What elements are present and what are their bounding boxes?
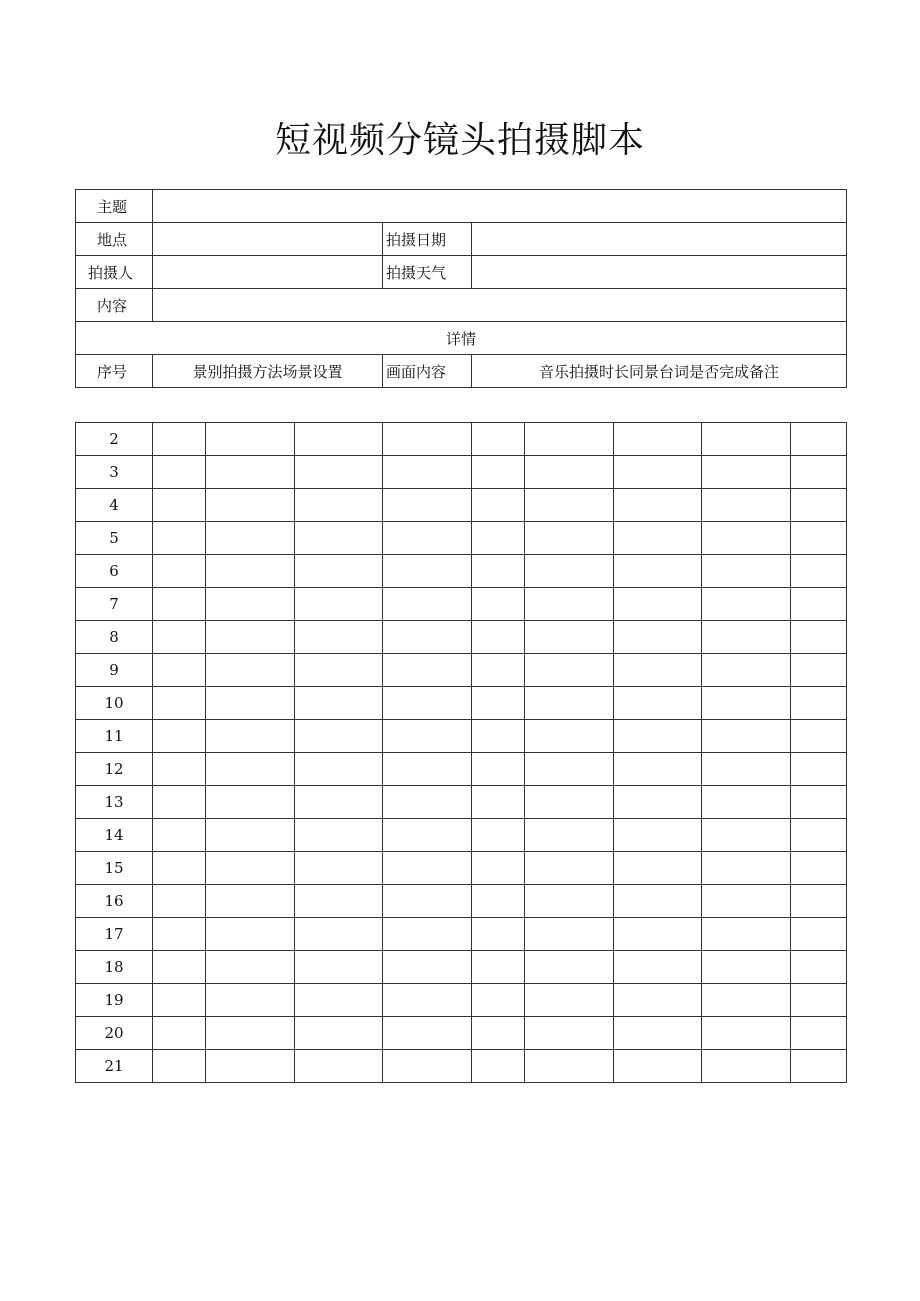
shot-cell[interactable] [614,555,702,588]
content-row [76,289,847,322]
shot-row [76,885,847,918]
info-table [75,189,847,388]
shot-cell[interactable] [791,456,847,489]
shot-cell[interactable] [472,522,525,555]
shot-cell[interactable] [206,621,295,654]
shot-cell[interactable] [614,621,702,654]
shot-row [76,951,847,984]
shot-cell[interactable] [614,984,702,1017]
shot-cell[interactable] [614,852,702,885]
shot-cell[interactable] [206,456,295,489]
shot-cell[interactable] [702,1050,791,1083]
shot-cell[interactable] [525,786,614,819]
shot-cell[interactable] [702,456,791,489]
shot-cell[interactable] [791,522,847,555]
shot-cell[interactable] [791,786,847,819]
shot-cell[interactable] [206,852,295,885]
shot-cell[interactable] [791,819,847,852]
shot-cell[interactable] [295,1017,383,1050]
shot-row [76,918,847,951]
shot-grid-body [76,423,847,1083]
location-row [76,223,847,256]
shot-cell[interactable] [206,489,295,522]
shot-cell[interactable] [153,687,206,720]
document-title: 短视频分镜头拍摄脚本 [274,120,645,161]
shot-row-number: 6 [76,555,153,588]
shot-cell[interactable] [472,456,525,489]
shot-cell[interactable] [472,423,525,456]
shot-cell[interactable] [525,588,614,621]
shot-row-number: 13 [76,786,153,819]
shot-cell[interactable] [791,489,847,522]
shot-cell[interactable] [295,423,383,456]
shot-cell[interactable] [383,621,472,654]
shot-cell[interactable] [206,1050,295,1083]
shot-cell[interactable] [791,555,847,588]
shot-cell[interactable] [206,588,295,621]
shot-cell[interactable] [525,621,614,654]
shot-cell[interactable] [153,522,206,555]
shot-cell[interactable] [383,720,472,753]
shot-cell[interactable] [791,1050,847,1083]
shot-cell[interactable] [383,588,472,621]
theme-field[interactable] [153,190,847,223]
shot-cell[interactable] [383,1050,472,1083]
shot-cell[interactable] [383,1017,472,1050]
shot-cell[interactable] [206,951,295,984]
shot-cell[interactable] [791,720,847,753]
shot-row [76,1017,847,1050]
shot-cell[interactable] [206,1017,295,1050]
shot-row-number: 14 [76,819,153,852]
shot-cell[interactable] [153,918,206,951]
shot-cell[interactable] [206,555,295,588]
shot-cell[interactable] [295,456,383,489]
shot-cell[interactable] [472,1017,525,1050]
shot-row [76,654,847,687]
shot-cell[interactable] [702,852,791,885]
shot-cell[interactable] [702,423,791,456]
shot-cell[interactable] [472,819,525,852]
shot-cell[interactable] [525,522,614,555]
shot-cell[interactable] [791,423,847,456]
shot-cell[interactable] [525,654,614,687]
shot-cell[interactable] [383,852,472,885]
content-field[interactable] [153,289,847,322]
photographer-label: 拍摄人 [76,256,153,289]
shot-cell[interactable] [206,984,295,1017]
shot-cell[interactable] [383,951,472,984]
shot-cell[interactable] [206,654,295,687]
shot-row [76,984,847,1017]
theme-label: 主题 [76,190,153,223]
shot-cell[interactable] [153,984,206,1017]
shot-cell[interactable] [206,687,295,720]
shot-cell[interactable] [791,918,847,951]
shot-cell[interactable] [614,951,702,984]
theme-row [76,190,847,223]
shot-cell[interactable] [525,984,614,1017]
shot-cell[interactable] [525,456,614,489]
shot-cell[interactable] [153,819,206,852]
shot-cell[interactable] [295,1050,383,1083]
shot-cell[interactable] [295,819,383,852]
shot-cell[interactable] [525,1050,614,1083]
shot-cell[interactable] [525,1017,614,1050]
shot-cell[interactable] [472,687,525,720]
shot-cell[interactable] [383,819,472,852]
shot-row-number: 20 [76,1017,153,1050]
column-header-row [76,355,847,388]
shot-cell[interactable] [525,951,614,984]
shot-cell[interactable] [614,720,702,753]
shot-cell[interactable] [525,885,614,918]
shot-cell[interactable] [472,621,525,654]
shot-cell[interactable] [525,918,614,951]
weather-label: 拍摄天气 [383,256,472,289]
col-shot-header: 景别拍摄方法场景设置 [153,355,383,388]
shot-cell[interactable] [525,753,614,786]
shot-cell[interactable] [791,687,847,720]
content-label: 内容 [76,289,153,322]
shot-row [76,786,847,819]
shot-cell[interactable] [614,786,702,819]
shot-cell[interactable] [153,720,206,753]
shot-cell[interactable] [614,1050,702,1083]
details-label: 详情 [76,322,847,355]
shot-cell[interactable] [153,1050,206,1083]
shot-cell[interactable] [153,654,206,687]
shot-cell[interactable] [702,720,791,753]
shot-cell[interactable] [295,786,383,819]
shot-cell[interactable] [153,423,206,456]
shot-cell[interactable] [791,885,847,918]
shot-cell[interactable] [525,555,614,588]
shot-cell[interactable] [206,819,295,852]
shot-row [76,687,847,720]
shot-cell[interactable] [206,423,295,456]
shot-cell[interactable] [614,456,702,489]
shot-row [76,456,847,489]
shot-cell[interactable] [383,555,472,588]
shot-cell[interactable] [614,423,702,456]
weather-field[interactable] [472,256,847,289]
shot-cell[interactable] [206,753,295,786]
location-field[interactable] [153,223,383,256]
shot-cell[interactable] [153,1017,206,1050]
shot-cell[interactable] [206,885,295,918]
shot-cell[interactable] [295,885,383,918]
shot-cell[interactable] [614,522,702,555]
shot-row [76,423,847,456]
shot-cell[interactable] [295,588,383,621]
shot-cell[interactable] [295,951,383,984]
shot-cell[interactable] [206,720,295,753]
shot-cell[interactable] [702,951,791,984]
shot-cell[interactable] [383,654,472,687]
shot-cell[interactable] [295,918,383,951]
shot-cell[interactable] [153,456,206,489]
shot-cell[interactable] [472,786,525,819]
shot-cell[interactable] [472,852,525,885]
shot-cell[interactable] [472,918,525,951]
shot-cell[interactable] [206,786,295,819]
shot-cell[interactable] [702,555,791,588]
shot-row-number: 15 [76,852,153,885]
shot-cell[interactable] [295,852,383,885]
shot-cell[interactable] [702,621,791,654]
shot-row [76,621,847,654]
shot-cell[interactable] [614,885,702,918]
shot-row-number: 4 [76,489,153,522]
shot-cell[interactable] [791,753,847,786]
shot-row-number: 18 [76,951,153,984]
shot-cell[interactable] [472,555,525,588]
col-music-header: 音乐拍摄时长同景台词是否完成备注 [472,355,847,388]
shot-row-number: 3 [76,456,153,489]
shot-cell[interactable] [614,918,702,951]
shot-cell[interactable] [153,753,206,786]
shot-cell[interactable] [153,852,206,885]
shot-cell[interactable] [472,489,525,522]
location-label: 地点 [76,223,153,256]
shot-cell[interactable] [614,819,702,852]
shot-cell[interactable] [383,522,472,555]
shot-cell[interactable] [525,852,614,885]
shot-cell[interactable] [702,687,791,720]
shot-cell[interactable] [295,687,383,720]
shot-cell[interactable] [472,654,525,687]
shot-cell[interactable] [614,687,702,720]
shot-row [76,555,847,588]
shot-cell[interactable] [295,489,383,522]
shot-row [76,489,847,522]
shot-cell[interactable] [614,1017,702,1050]
shot-cell[interactable] [525,687,614,720]
shot-cell[interactable] [702,786,791,819]
shot-cell[interactable] [472,720,525,753]
shot-row-number: 16 [76,885,153,918]
shot-cell[interactable] [791,951,847,984]
shot-cell[interactable] [295,555,383,588]
shot-cell[interactable] [472,885,525,918]
shot-row [76,753,847,786]
shot-row-number: 12 [76,753,153,786]
shot-cell[interactable] [472,951,525,984]
shot-cell[interactable] [702,654,791,687]
shot-cell[interactable] [383,456,472,489]
shot-cell[interactable] [383,753,472,786]
shot-cell[interactable] [472,753,525,786]
shot-cell[interactable] [791,984,847,1017]
shot-cell[interactable] [525,423,614,456]
shot-cell[interactable] [153,885,206,918]
shot-cell[interactable] [153,786,206,819]
shot-cell[interactable] [702,918,791,951]
shot-cell[interactable] [702,984,791,1017]
shot-row [76,852,847,885]
shot-cell[interactable] [383,687,472,720]
shot-row [76,522,847,555]
shot-cell[interactable] [614,753,702,786]
shot-cell[interactable] [791,654,847,687]
shot-cell[interactable] [295,522,383,555]
photographer-field[interactable] [153,256,383,289]
shot-cell[interactable] [153,555,206,588]
shot-cell[interactable] [791,621,847,654]
shot-row-number: 9 [76,654,153,687]
shot-cell[interactable] [702,753,791,786]
shot-cell[interactable] [791,1017,847,1050]
col-frame-header: 画面内容 [383,355,472,388]
shot-cell[interactable] [206,522,295,555]
shot-cell[interactable] [206,918,295,951]
shot-cell[interactable] [702,819,791,852]
shot-cell[interactable] [614,489,702,522]
shot-cell[interactable] [791,588,847,621]
shot-row [76,819,847,852]
shot-cell[interactable] [383,489,472,522]
shot-cell[interactable] [525,819,614,852]
shot-row-number: 7 [76,588,153,621]
shot-row-number: 5 [76,522,153,555]
shot-cell[interactable] [472,588,525,621]
shot-row-number: 11 [76,720,153,753]
shot-row-number: 2 [76,423,153,456]
shot-cell[interactable] [525,720,614,753]
date-field[interactable] [472,223,847,256]
shot-cell[interactable] [472,1050,525,1083]
shot-cell[interactable] [791,852,847,885]
shot-cell[interactable] [702,522,791,555]
shot-cell[interactable] [383,423,472,456]
shot-row-number: 19 [76,984,153,1017]
photographer-row [76,256,847,289]
shot-row-number: 8 [76,621,153,654]
shot-row [76,720,847,753]
shot-cell[interactable] [702,489,791,522]
shot-cell[interactable] [614,588,702,621]
shot-cell[interactable] [702,1017,791,1050]
shot-cell[interactable] [295,621,383,654]
shot-cell[interactable] [153,489,206,522]
shot-row [76,1050,847,1083]
shot-cell[interactable] [525,489,614,522]
shot-grid-table [75,422,847,1083]
details-row [76,322,847,355]
shot-cell[interactable] [614,654,702,687]
shot-cell[interactable] [383,786,472,819]
shot-cell[interactable] [295,984,383,1017]
shot-cell[interactable] [472,984,525,1017]
shot-cell[interactable] [702,588,791,621]
shot-row [76,588,847,621]
shot-cell[interactable] [702,885,791,918]
shot-row-number: 21 [76,1050,153,1083]
date-label: 拍摄日期 [383,223,472,256]
shot-cell[interactable] [383,984,472,1017]
col-index-header: 序号 [76,355,153,388]
shot-cell[interactable] [383,918,472,951]
shot-cell[interactable] [295,654,383,687]
shot-cell[interactable] [153,621,206,654]
shot-cell[interactable] [153,951,206,984]
shot-row-number: 10 [76,687,153,720]
shot-cell[interactable] [383,885,472,918]
shot-cell[interactable] [295,753,383,786]
shot-cell[interactable] [153,588,206,621]
shot-row-number: 17 [76,918,153,951]
shot-cell[interactable] [295,720,383,753]
